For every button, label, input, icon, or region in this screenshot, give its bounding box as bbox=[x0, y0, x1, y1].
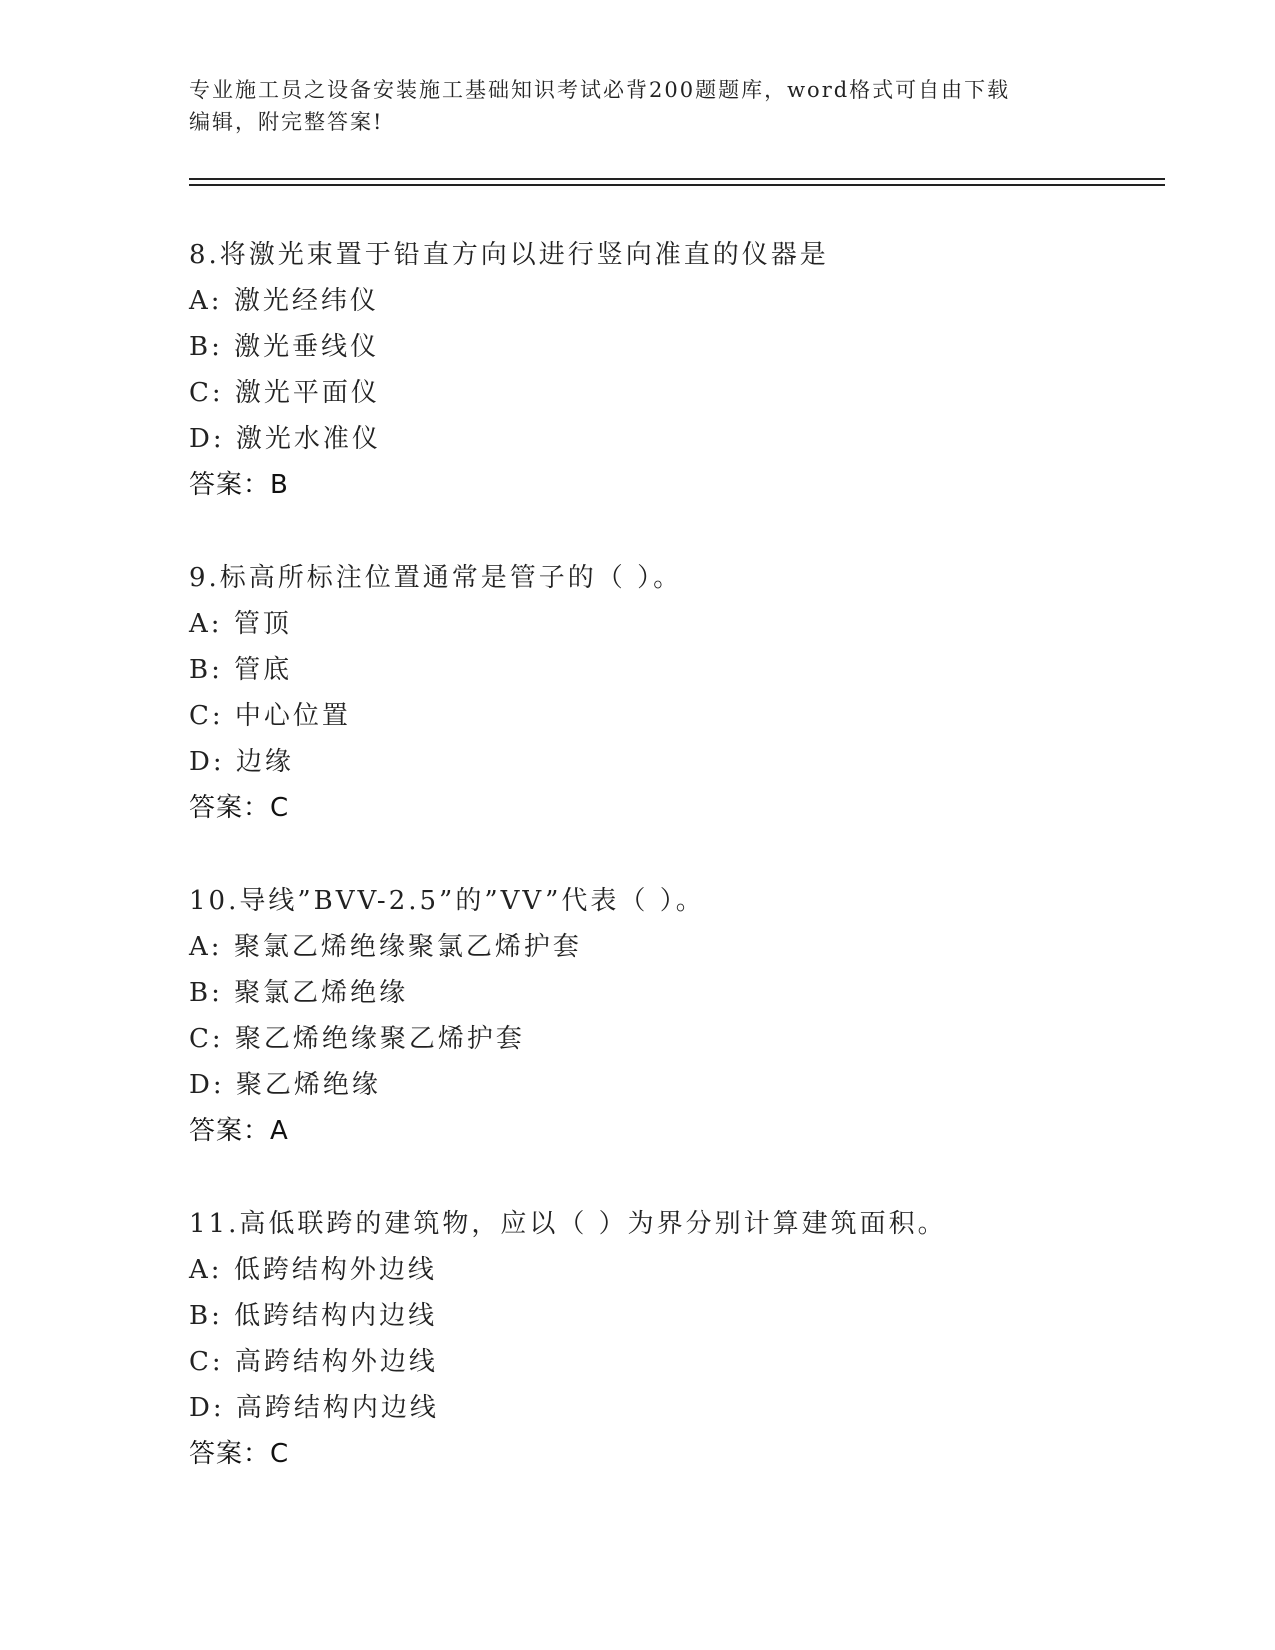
option-key: C: bbox=[189, 1347, 224, 1377]
answer-label: 答案： bbox=[189, 1116, 271, 1146]
header-rule-bottom bbox=[189, 184, 1165, 186]
option-key: D: bbox=[189, 1393, 225, 1423]
option-key: D: bbox=[189, 424, 225, 454]
document-header bbox=[189, 74, 1069, 138]
option-text: 激光经纬仪 bbox=[233, 286, 379, 316]
option-text: 边缘 bbox=[235, 747, 294, 777]
question-stem: 11.高低联跨的建筑物，应以（ ）为界分别计算建筑面积。 bbox=[189, 1209, 947, 1239]
option-text: 激光平面仪 bbox=[234, 378, 380, 408]
question-stem: 8.将激光束置于铅直方向以进行竖向准直的仪器是 bbox=[189, 240, 829, 270]
answer-label: 答案： bbox=[189, 793, 271, 823]
option-a bbox=[189, 601, 1169, 647]
option-key: B: bbox=[189, 1301, 223, 1331]
answer-line bbox=[189, 785, 1169, 831]
option-c bbox=[189, 1016, 1169, 1062]
header-line-1: 专业施工员之设备安装施工基础知识考试必背200题题库，word格式可自由下载 bbox=[189, 78, 1011, 102]
question-11 bbox=[189, 1201, 1169, 1477]
option-key: B: bbox=[189, 655, 223, 685]
option-key: A: bbox=[189, 609, 223, 639]
option-key: A: bbox=[189, 286, 223, 316]
option-b bbox=[189, 647, 1169, 693]
option-d bbox=[189, 416, 1169, 462]
option-b bbox=[189, 1293, 1169, 1339]
option-d bbox=[189, 739, 1169, 785]
option-b bbox=[189, 970, 1169, 1016]
answer-value: C bbox=[270, 1439, 290, 1469]
header-rule-top bbox=[189, 178, 1165, 180]
answer-label: 答案： bbox=[189, 470, 271, 500]
answer-value: C bbox=[270, 793, 290, 823]
option-a bbox=[189, 924, 1169, 970]
option-key: D: bbox=[189, 1070, 225, 1100]
option-key: B: bbox=[189, 978, 223, 1008]
answer-value: B bbox=[270, 470, 289, 500]
answer-label: 答案： bbox=[189, 1439, 271, 1469]
option-a bbox=[189, 278, 1169, 324]
option-key: A: bbox=[189, 932, 223, 962]
option-text: 激光水准仪 bbox=[235, 424, 381, 454]
option-key: C: bbox=[189, 378, 224, 408]
option-text: 聚氯乙烯绝缘 bbox=[234, 978, 409, 1008]
header-line-2: 编辑，附完整答案! bbox=[189, 110, 384, 134]
option-text: 管顶 bbox=[233, 609, 292, 639]
option-text: 管底 bbox=[234, 655, 293, 685]
option-d bbox=[189, 1062, 1169, 1108]
answer-line bbox=[189, 1108, 1169, 1154]
option-d bbox=[189, 1385, 1169, 1431]
option-text: 低跨结构外边线 bbox=[233, 1255, 437, 1285]
answer-line bbox=[189, 1431, 1169, 1477]
question-9 bbox=[189, 555, 1169, 831]
option-b bbox=[189, 324, 1169, 370]
option-c bbox=[189, 693, 1169, 739]
option-text: 聚氯乙烯绝缘聚氯乙烯护套 bbox=[233, 932, 582, 962]
option-c bbox=[189, 1339, 1169, 1385]
option-a bbox=[189, 1247, 1169, 1293]
option-text: 聚乙烯绝缘聚乙烯护套 bbox=[234, 1024, 525, 1054]
option-c bbox=[189, 370, 1169, 416]
question-stem: 9.标高所标注位置通常是管子的（ ）。 bbox=[189, 563, 683, 593]
option-text: 低跨结构内边线 bbox=[234, 1301, 438, 1331]
option-key: C: bbox=[189, 701, 224, 731]
option-key: D: bbox=[189, 747, 225, 777]
option-text: 中心位置 bbox=[234, 701, 351, 731]
option-key: A: bbox=[189, 1255, 223, 1285]
option-text: 高跨结构内边线 bbox=[235, 1393, 439, 1423]
option-key: B: bbox=[189, 332, 223, 362]
answer-value: A bbox=[270, 1116, 289, 1146]
option-text: 高跨结构外边线 bbox=[234, 1347, 438, 1377]
option-text: 激光垂线仪 bbox=[234, 332, 380, 362]
question-stem: 10.导线”BVV-2.5”的”VV”代表（ ）。 bbox=[189, 886, 705, 916]
question-10 bbox=[189, 878, 1169, 1154]
question-list bbox=[189, 232, 1169, 1524]
option-key: C: bbox=[189, 1024, 224, 1054]
option-text: 聚乙烯绝缘 bbox=[235, 1070, 381, 1100]
question-8 bbox=[189, 232, 1169, 508]
answer-line bbox=[189, 462, 1169, 508]
